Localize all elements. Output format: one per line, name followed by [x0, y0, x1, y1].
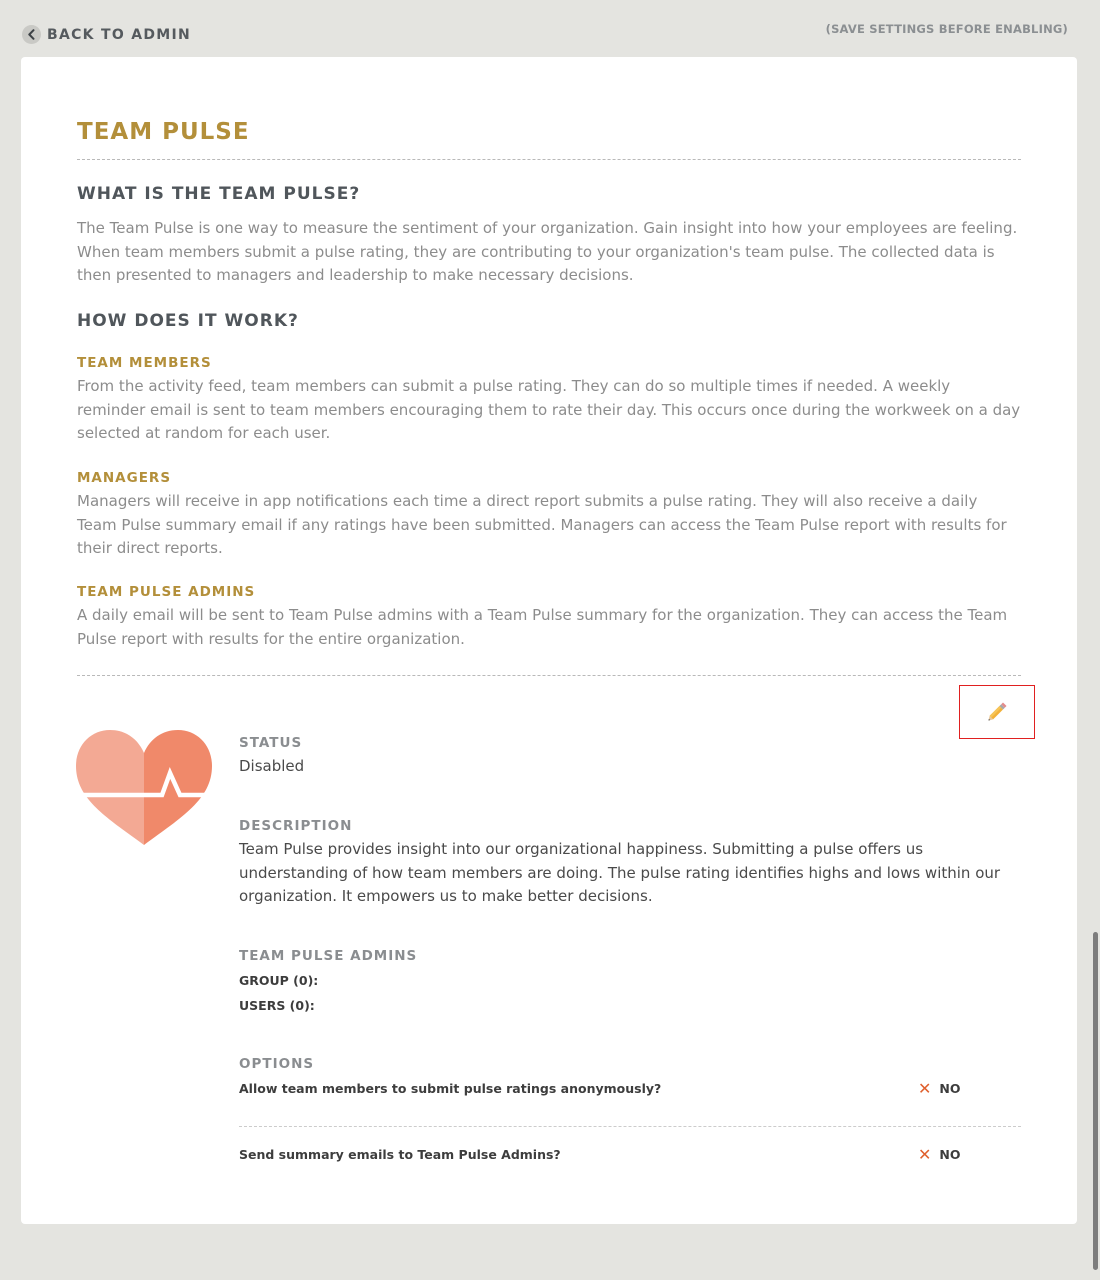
- option-anonymous-question: Allow team members to submit pulse ratings anonymously?: [239, 1081, 662, 1096]
- what-is-text: The Team Pulse is one way to measure the sentiment of your organization. Gain insight into how your employees are feeling. When team members submit a pulse rating, they are contributing to your organization's team pulse. The collected data is then presented to managers and leadership to make necessary decisions.: [77, 219, 1018, 284]
- edit-button[interactable]: [959, 685, 1035, 739]
- team-pulse-admins-heading: TEAM PULSE ADMINS: [77, 584, 256, 600]
- how-it-works-heading: HOW DOES IT WORK?: [77, 311, 299, 331]
- option-anonymous-answer: [918, 1078, 961, 1098]
- team-pulse-admins-text: A daily email will be sent to Team Pulse admins with a Team Pulse summary for the organization. They can access the Team Pulse report with results for the entire organization.: [77, 606, 1008, 648]
- title-divider: [77, 159, 1021, 160]
- group-count: GROUP (0):: [239, 973, 319, 988]
- managers-text: Managers will receive in app notifications each time a direct report submits a pulse rating. They will also receive a daily Team Pulse summary email if any ratings have been submitted. Managers can access the Team Pulse report with results for their direct reports.: [77, 492, 1007, 557]
- managers-heading: MANAGERS: [77, 470, 172, 486]
- options-divider: [239, 1126, 1021, 1127]
- heart-pulse-icon: [76, 729, 212, 847]
- status-value: Disabled: [239, 757, 305, 775]
- x-mark-icon: ✕: [918, 1078, 932, 1098]
- answer-label: NO: [939, 1147, 961, 1162]
- section-divider: [77, 675, 1021, 676]
- page-title: TEAM PULSE: [77, 119, 250, 145]
- pencil-icon: [984, 699, 1010, 725]
- back-to-admin-label: BACK TO ADMIN: [47, 26, 192, 43]
- x-mark-icon: ✕: [918, 1144, 932, 1164]
- settings-card: [21, 57, 1077, 1224]
- save-settings-note: (SAVE SETTINGS BEFORE ENABLING): [825, 22, 1068, 36]
- scrollbar-thumb[interactable]: [1093, 932, 1098, 1270]
- top-bar: [0, 0, 1100, 56]
- users-count: USERS (0):: [239, 998, 315, 1013]
- status-label: STATUS: [239, 735, 303, 751]
- team-members-text: From the activity feed, team members can submit a pulse rating. They can do so multiple times if needed. A weekly reminder email is sent to team members encouraging them to rate their day. This occurs once during the workweek on a day selected at random for each user.: [77, 377, 1021, 442]
- team-pulse-admins-label: TEAM PULSE ADMINS: [239, 948, 418, 964]
- what-is-heading: WHAT IS THE TEAM PULSE?: [77, 184, 361, 204]
- description-label: DESCRIPTION: [239, 818, 353, 834]
- description-value: Team Pulse provides insight into our organizational happiness. Submitting a pulse offers us understanding of how team members are doing. The pulse rating identifies highs and lows within our organization. It empowers us to make better decisions.: [239, 840, 1001, 905]
- chevron-left-icon: [22, 25, 41, 44]
- options-label: OPTIONS: [239, 1056, 315, 1072]
- option-summary-emails-answer: [918, 1144, 961, 1164]
- team-members-heading: TEAM MEMBERS: [77, 355, 212, 371]
- back-to-admin-link[interactable]: [22, 25, 191, 44]
- answer-label: NO: [939, 1081, 961, 1096]
- option-summary-emails-question: Send summary emails to Team Pulse Admins?: [239, 1147, 561, 1162]
